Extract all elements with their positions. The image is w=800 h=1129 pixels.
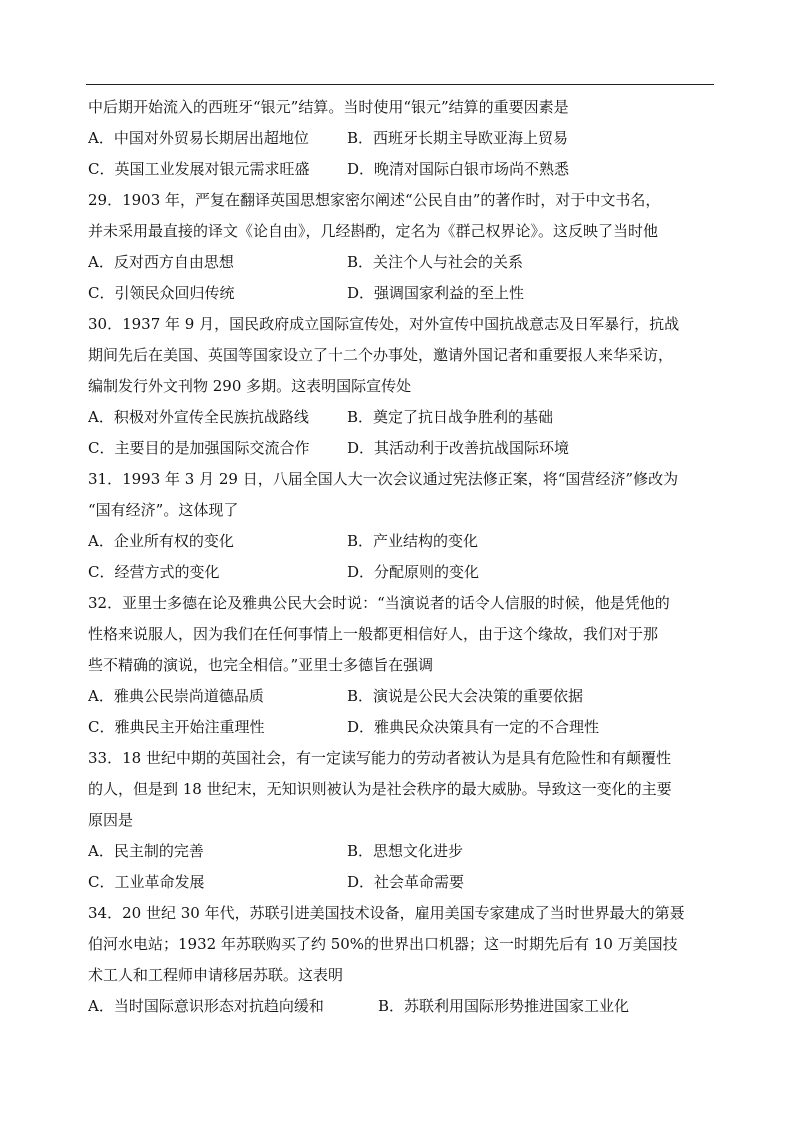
q30-option-a: A．积极对外宣传全民族抗战路线 bbox=[88, 408, 309, 426]
q30-option-c: C．主要目的是加强国际交流合作 bbox=[88, 439, 310, 457]
q33-options-row-1 bbox=[88, 836, 718, 867]
q29-options-row-1 bbox=[88, 247, 718, 278]
q33-option-a: A．民主制的完善 bbox=[88, 842, 204, 860]
q30-stem-line-2: 期间先后在美国、英国等国家设立了十二个办事处，邀请外国记者和重要报人来华采访， bbox=[88, 346, 674, 364]
q33-options-row-2 bbox=[88, 867, 718, 898]
q31-stem-line-1: 31．1993 年 3 月 29 日，八届全国人大一次会议通过宪法修正案，将“国营经济”修改为 bbox=[88, 470, 679, 488]
question-list bbox=[88, 92, 718, 1022]
q31-stem-line-2: “国有经济”。这体现了 bbox=[88, 501, 239, 519]
q29-option-a: A．反对西方自由思想 bbox=[88, 253, 234, 271]
q30-option-b: B．奠定了抗日战争胜利的基础 bbox=[347, 408, 554, 426]
q31-option-b: B．产业结构的变化 bbox=[347, 532, 479, 550]
q28-option-a: A．中国对外贸易长期居出超地位 bbox=[88, 129, 309, 147]
q31-options-row-1 bbox=[88, 526, 718, 557]
q33-stem-line-2: 的人，但是到 18 世纪末，无知识则被认为是社会秩序的最大威胁。导致这一变化的主要 bbox=[88, 780, 672, 798]
q29-stem-line-2: 并未采用最直接的译文《论自由》，几经斟酌，定名为《群己权界论》。这反映了当时他 bbox=[88, 222, 659, 240]
q34-stem-line-3: 术工人和工程师申请移居苏联。这表明 bbox=[88, 966, 344, 984]
q31-option-d: D．分配原则的变化 bbox=[347, 563, 480, 581]
q34-option-a: A．当时国际意识形态对抗趋向缓和 bbox=[88, 997, 324, 1015]
q32-options-row-2 bbox=[88, 712, 718, 743]
q31-options-row-2 bbox=[88, 557, 718, 588]
q33-stem-line-3: 原因是 bbox=[88, 811, 134, 829]
q30-stem-line-3: 编制发行外文刊物 290 多期。这表明国际宣传处 bbox=[88, 377, 412, 395]
q30-options-row-1 bbox=[88, 402, 718, 433]
q32-option-d: D．雅典民众决策具有一定的不合理性 bbox=[347, 718, 600, 736]
q28-option-c: C．英国工业发展对银元需求旺盛 bbox=[88, 160, 310, 178]
q34-stem-line-1: 34．20 世纪 30 年代，苏联引进美国技术设备，雇用美国专家建成了当时世界最大的第聂 bbox=[88, 904, 685, 922]
q33-stem-line-1: 33．18 世纪中期的英国社会，有一定读写能力的劳动者被认为是具有危险性和有颠覆性 bbox=[88, 749, 671, 767]
q28-option-b: B．西班牙长期主导欧亚海上贸易 bbox=[347, 129, 569, 147]
q32-option-c: C．雅典民主开始注重理性 bbox=[88, 718, 265, 736]
q32-stem-line-2: 性格来说服人，因为我们在任何事情上一般都更相信好人，由于这个缘故，我们对于那 bbox=[88, 625, 659, 643]
q28-stem-line-1: 中后期开始流入的西班牙“银元”结算。当时使用“银元”结算的重要因素是 bbox=[88, 98, 569, 116]
q32-stem-line-3: 些不精确的演说，也完全相信。”亚里士多德旨在强调 bbox=[88, 656, 434, 674]
q28-option-d: D．晚清对国际白银市场尚不熟悉 bbox=[347, 160, 570, 178]
q29-option-b: B．关注个人与社会的关系 bbox=[347, 253, 524, 271]
q32-options-row-1 bbox=[88, 681, 718, 712]
q30-stem-line-1: 30．1937 年 9 月，国民政府成立国际宣传处，对外宣传中国抗战意志及日军暴行，抗战 bbox=[88, 315, 680, 333]
header-rule bbox=[86, 84, 714, 85]
q30-option-d: D．其活动利于改善抗战国际环境 bbox=[347, 439, 570, 457]
q33-option-d: D．社会革命需要 bbox=[347, 873, 465, 891]
q33-option-b: B．思想文化进步 bbox=[347, 842, 464, 860]
q34-option-b: B．苏联利用国际形势推进国家工业化 bbox=[378, 997, 630, 1015]
q30-options-row-2 bbox=[88, 433, 718, 464]
q32-stem-line-1: 32．亚里士多德在论及雅典公民大会时说：“当演说者的话令人信服的时候，他是凭他的 bbox=[88, 594, 670, 612]
q28-options-row-1 bbox=[88, 123, 718, 154]
q33-option-c: C．工业革命发展 bbox=[88, 873, 205, 891]
q29-option-d: D．强调国家利益的至上性 bbox=[347, 284, 525, 302]
q31-option-a: A．企业所有权的变化 bbox=[88, 532, 234, 550]
q34-stem-line-2: 伯河水电站；1932 年苏联购买了约 50%的世界出口机器；这一时期先后有 10 万美国技 bbox=[88, 935, 678, 953]
q28-options-row-2 bbox=[88, 154, 718, 185]
q34-options-row-1 bbox=[88, 991, 718, 1022]
q29-options-row-2 bbox=[88, 278, 718, 309]
q31-option-c: C．经营方式的变化 bbox=[88, 563, 220, 581]
q32-option-b: B．演说是公民大会决策的重要依据 bbox=[347, 687, 584, 705]
q32-option-a: A．雅典公民崇尚道德品质 bbox=[88, 687, 264, 705]
q29-option-c: C．引领民众回归传统 bbox=[88, 284, 235, 302]
q29-stem-line-1: 29．1903 年，严复在翻译英国思想家密尔阐述“公民自由”的著作时，对于中文书名， bbox=[88, 191, 661, 209]
